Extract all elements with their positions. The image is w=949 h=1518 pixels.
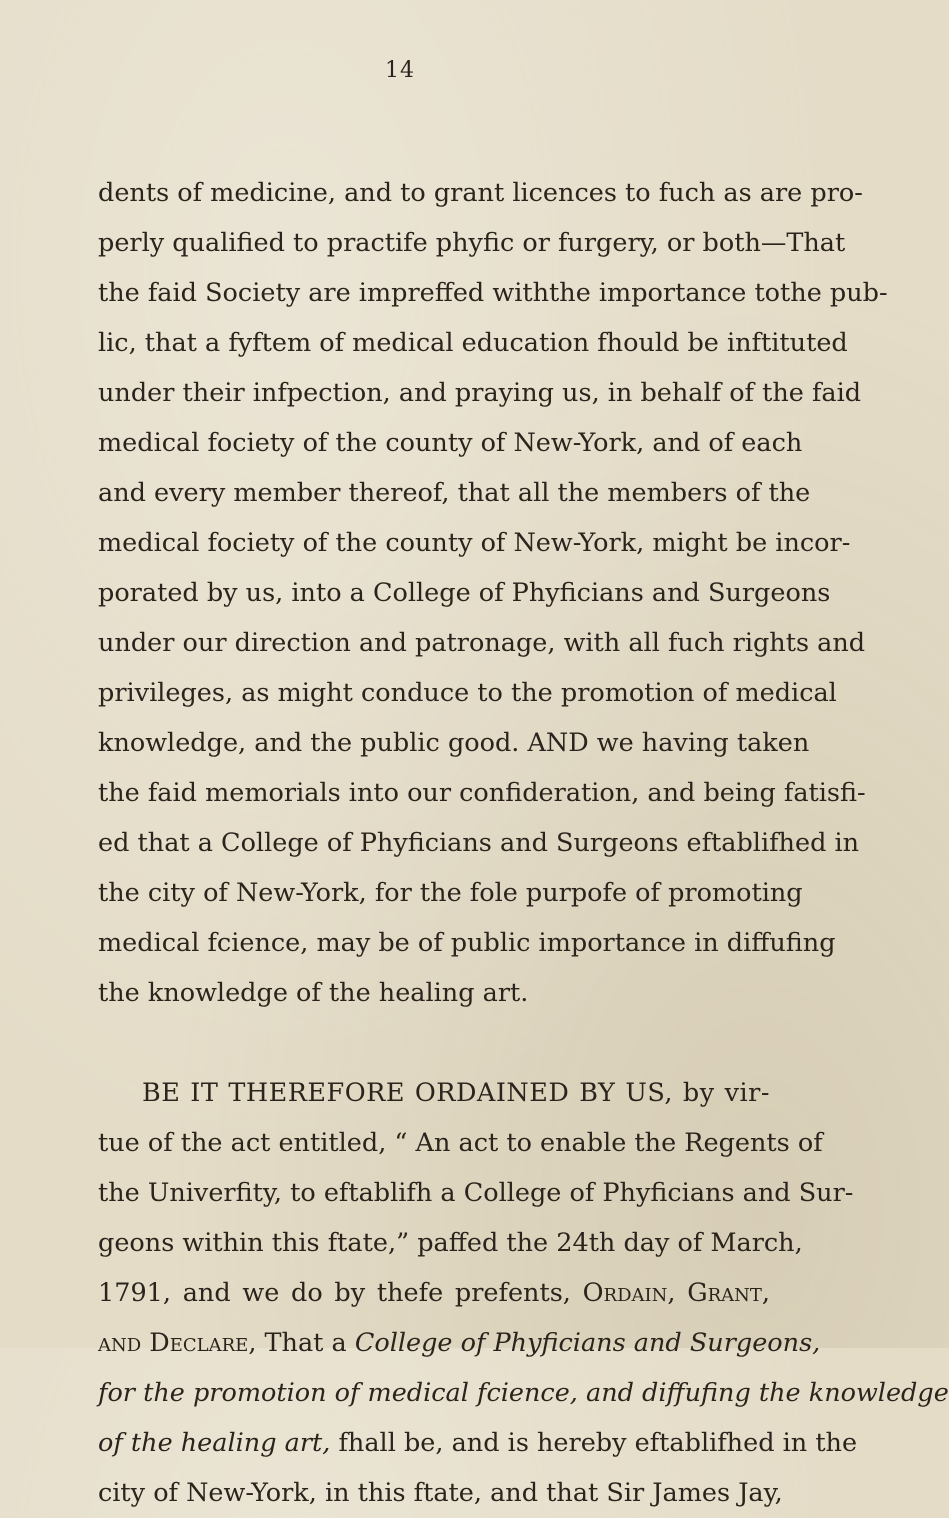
- text-line: under their infpection, and praying us, in behalf of the faid: [98, 378, 862, 408]
- text-line: and every member thereof, that all the members of the: [98, 478, 811, 508]
- text-line: ed that a College of Phyficians and Surgeons eftablifhed in: [98, 828, 860, 858]
- text-span: , That a: [248, 1328, 355, 1358]
- text-line: the Univerfity, to eftablifh a College of Phyficians and Sur-: [98, 1178, 854, 1208]
- text-span: 1791, and we do by thefe prefents,: [98, 1278, 583, 1308]
- body-text: [98, 168, 949, 1518]
- text-line: tue of the act entitled, “ An act to enable the Regents of: [98, 1128, 823, 1158]
- text-line: BE IT THEREFORE ORDAINED BY US, by vir-: [142, 1078, 770, 1108]
- text-line: dents of medicine, and to grant licences to fuch as are pro-: [98, 178, 863, 208]
- text-line: porated by us, into a College of Phyficians and Surgeons: [98, 578, 831, 608]
- text-line: the knowledge of the healing art.: [98, 978, 529, 1008]
- text-line: the faid Society are impreffed withthe importance tothe pub-: [98, 278, 888, 308]
- small-caps-span: Ordain, Grant,: [582, 1278, 770, 1308]
- paragraph-2: [98, 1068, 949, 1518]
- text-line: [98, 1268, 770, 1318]
- italic-span: for the promotion of medical fcience, and diffufing the knowledge: [98, 1378, 949, 1408]
- text-line: the city of New-York, for the fole purpofe of promoting: [98, 878, 803, 908]
- text-line: geons within this ftate,” paffed the 24th day of March,: [98, 1228, 803, 1258]
- text-line: [98, 1418, 858, 1468]
- text-line: knowledge, and the public good. AND we having taken: [98, 728, 810, 758]
- text-line: medical fociety of the county of New-York, and of each: [98, 428, 803, 458]
- small-caps-span: and: [98, 1328, 142, 1358]
- text-span: fhall be, and is hereby eftablifhed in the: [330, 1428, 858, 1458]
- text-line: city of New-York, in this ftate, and that Sir James Jay,: [98, 1478, 783, 1508]
- italic-span: College of Phyficians and Surgeons,: [354, 1328, 821, 1358]
- text-line: [98, 1368, 949, 1418]
- text-line: under our direction and patronage, with all fuch rights and: [98, 628, 866, 658]
- text-line: medical fociety of the county of New-York, might be incor-: [98, 528, 851, 558]
- text-line: perly qualified to practife phyfic or furgery, or both—That: [98, 228, 846, 258]
- text-line: the faid memorials into our confideration, and being fatisfi-: [98, 778, 866, 808]
- small-caps-span: Declare: [149, 1328, 249, 1358]
- paragraph-gap: [98, 1018, 770, 1068]
- text-line: privileges, as might conduce to the promotion of medical: [98, 678, 837, 708]
- text-line: lic, that a fyftem of medical education fhould be inftituted: [98, 328, 848, 358]
- paragraph-1: [98, 168, 888, 1018]
- page-number: 14: [385, 58, 415, 83]
- text-line: [98, 1318, 821, 1368]
- text-line: medical fcience, may be of public importance in diffufing: [98, 928, 836, 958]
- italic-span: of the healing art,: [98, 1428, 331, 1458]
